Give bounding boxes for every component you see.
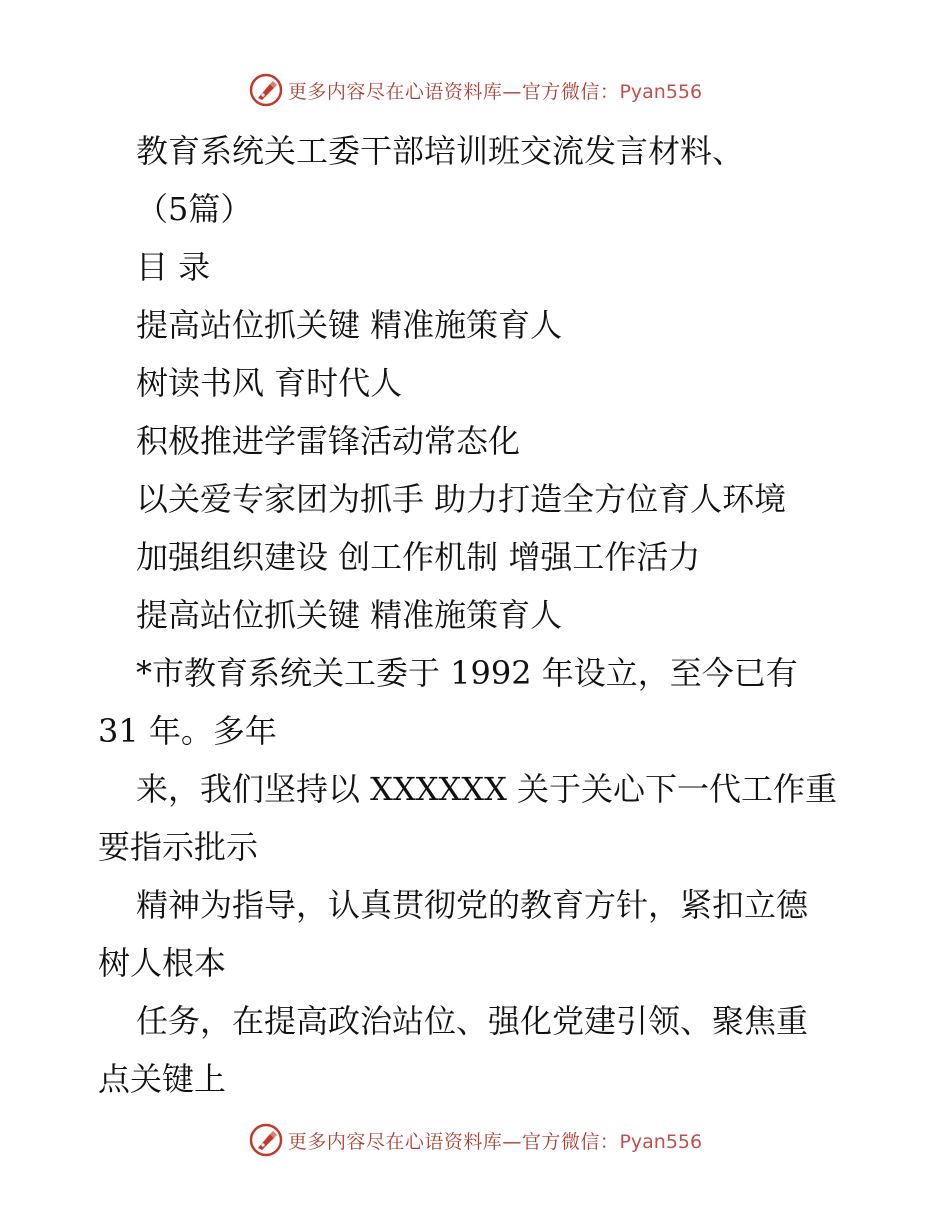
toc-item: 树读书风 育时代人: [136, 364, 403, 402]
watermark-dash: —: [502, 80, 522, 103]
paragraph-line: *市教育系统关工委于 1992 年设立，至今已有: [136, 654, 798, 692]
watermark-banner-bottom: [0, 1120, 950, 1160]
watermark-banner-top: [0, 70, 950, 110]
watermark-wechat-label: 官方微信：: [521, 1130, 620, 1153]
document-body: [0, 122, 950, 1108]
watermark-dash: —: [502, 1130, 522, 1153]
watermark-wechat-label: 官方微信：: [521, 80, 620, 103]
toc-item: 加强组织建设 创工作机制 增强工作活力: [136, 538, 701, 576]
paragraph-line: 树人根本: [98, 944, 227, 982]
paragraph-line: 31 年。多年: [98, 712, 277, 750]
doc-subtitle: （5篇）: [136, 190, 253, 228]
paragraph-line: 任务，在提高政治站位、强化党建引领、聚焦重: [136, 1002, 809, 1040]
pen-nib-logo-icon: [248, 72, 284, 108]
watermark-wechat-id: Pyan556: [619, 80, 703, 103]
toc-item: 以关爱专家团为抓手 助力打造全方位育人环境: [136, 480, 787, 518]
toc-item: 提高站位抓关键 精准施策育人: [136, 306, 563, 344]
toc-item: 积极推进学雷锋活动常态化: [136, 422, 521, 460]
paragraph-line: 点关键上: [98, 1060, 227, 1098]
section-heading: 提高站位抓关键 精准施策育人: [136, 596, 563, 634]
paragraph-line: 精神为指导，认真贯彻党的教育方针，紧扣立德: [136, 886, 809, 924]
pen-nib-logo-icon: [248, 1122, 284, 1158]
watermark-text: [288, 77, 702, 104]
watermark-wechat-id: Pyan556: [619, 1130, 703, 1153]
watermark-brand: 更多内容尽在心语资料库: [287, 1130, 503, 1153]
paragraph-line: 要指示批示: [98, 828, 259, 866]
watermark-text: [288, 1127, 702, 1154]
paragraph-line: 来，我们坚持以 XXXXXX 关于关心下一代工作重: [136, 770, 838, 808]
toc-heading: 目 录: [136, 248, 211, 286]
doc-title: 教育系统关工委干部培训班交流发言材料、: [136, 132, 745, 170]
watermark-brand: 更多内容尽在心语资料库: [287, 80, 503, 103]
